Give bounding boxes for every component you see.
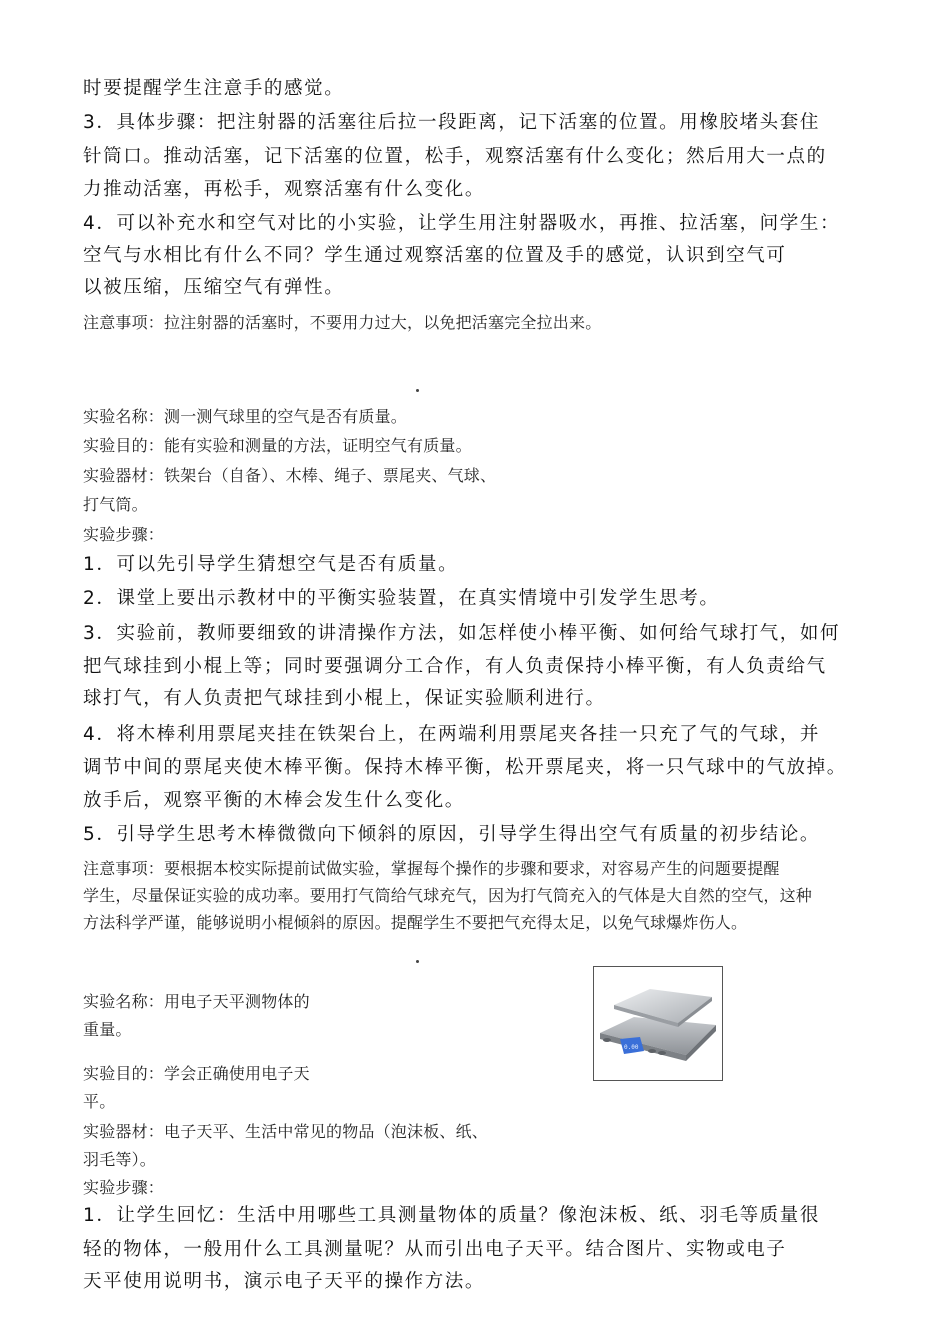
note-text: 学生，尽量保证实验的成功率。要用打气筒给气球充气，因为打气筒充入的气体是大自然的空气，这种: [83, 886, 813, 905]
body-text-line: 空气与水相比有什么不同？学生通过观察活塞的位置及手的感觉，认识到空气可: [83, 245, 787, 266]
step-line: 放手后，观察平衡的木棒会发生什么变化。: [83, 790, 465, 811]
experiment-purpose: 实验目的：学会正确使用电子天: [83, 1064, 310, 1083]
experiment-purpose-cont: 平。: [83, 1092, 116, 1111]
body-text-line: 时要提醒学生注意手的感觉。: [83, 78, 345, 99]
step-line: 球打气，有人负责把气球挂到小棍上，保证实验顺利进行。: [83, 688, 606, 709]
experiment-purpose: 实验目的：能有实验和测量的方法，证明空气有质量。: [83, 436, 472, 455]
step-line: 天平使用说明书，演示电子天平的操作方法。: [83, 1271, 486, 1292]
body-text-line: 3．具体步骤：把注射器的活塞往后拉一段距离，记下活塞的位置。用橡胶堵头套住: [83, 112, 820, 133]
note-text: 注意事项：拉注射器的活塞时，不要用力过大，以免把活塞完全拉出来。: [83, 313, 602, 332]
experiment-name: 实验名称：用电子天平测物体的: [83, 992, 310, 1011]
body-text-line: 针筒口。推动活塞，记下活塞的位置，松手，观察活塞有什么变化；然后用大一点的: [83, 146, 827, 167]
scale-button-icon: [658, 1051, 666, 1055]
step-line: 2．课堂上要出示教材中的平衡实验装置，在真实情境中引发学生思考。: [83, 588, 720, 609]
step-line: 3．实验前，教师要细致的讲清操作方法，如怎样使小棒平衡、如何给气球打气，如何: [83, 623, 841, 644]
experiment-materials-cont: 打气筒。: [83, 495, 148, 514]
body-text-line: 力推动活塞，再松手，观察活塞有什么变化。: [83, 179, 486, 200]
separator-dot: [416, 389, 419, 392]
separator-dot: [416, 960, 419, 963]
scale-button-icon: [603, 1038, 611, 1042]
steps-label: 实验步骤：: [83, 525, 165, 544]
step-line: 1．让学生回忆：生活中用哪些工具测量物体的质量？像泡沫板、纸、羽毛等质量很: [83, 1205, 820, 1226]
body-text-line: 以被压缩，压缩空气有弹性。: [83, 277, 345, 298]
experiment-name: 实验名称：测一测气球里的空气是否有质量。: [83, 407, 408, 426]
note-text: 方法科学严谨，能够说明小棍倾斜的原因。提醒学生不要把气充得太足，以免气球爆炸伤人。: [83, 913, 748, 932]
step-line: 4．将木棒利用票尾夹挂在铁架台上，在两端利用票尾夹各挂一只充了气的气球，并: [83, 724, 820, 745]
experiment-materials: 实验器材：电子天平、生活中常见的物品（泡沫板、纸、: [83, 1122, 489, 1141]
step-line: 1．可以先引导学生猜想空气是否有质量。: [83, 554, 459, 575]
experiment-name-cont: 重量。: [83, 1020, 132, 1039]
scale-button-icon: [648, 1049, 656, 1053]
steps-label: 实验步骤：: [83, 1178, 165, 1197]
body-text-line: 4．可以补充水和空气对比的小实验，让学生用注射器吸水，再推、拉活塞，问学生：: [83, 213, 841, 234]
experiment-materials: 实验器材：铁架台（自备）、木棒、绳子、票尾夹、气球、: [83, 466, 497, 485]
electronic-scale-image: [593, 966, 723, 1081]
step-line: 轻的物体，一般用什么工具测量呢？从而引出电子天平。结合图片、实物或电子: [83, 1239, 787, 1260]
step-line: 调节中间的票尾夹使木棒平衡。保持木棒平衡，松开票尾夹，将一只气球中的气放掉。: [83, 757, 847, 778]
scale-illustration: [594, 967, 722, 1080]
scale-readout: 0.00: [624, 1044, 639, 1051]
experiment-materials-cont: 羽毛等）。: [83, 1150, 157, 1169]
scale-plate: [614, 989, 712, 1023]
step-line: 5．引导学生思考木棒微微向下倾斜的原因，引导学生得出空气有质量的初步结论。: [83, 824, 820, 845]
step-line: 把气球挂到小棍上等；同时要强调分工合作，有人负责保持小棒平衡，有人负责给气: [83, 656, 827, 677]
note-text: 注意事项：要根据本校实际提前试做实验，掌握每个操作的步骤和要求，对容易产生的问题要提醒: [83, 859, 780, 878]
